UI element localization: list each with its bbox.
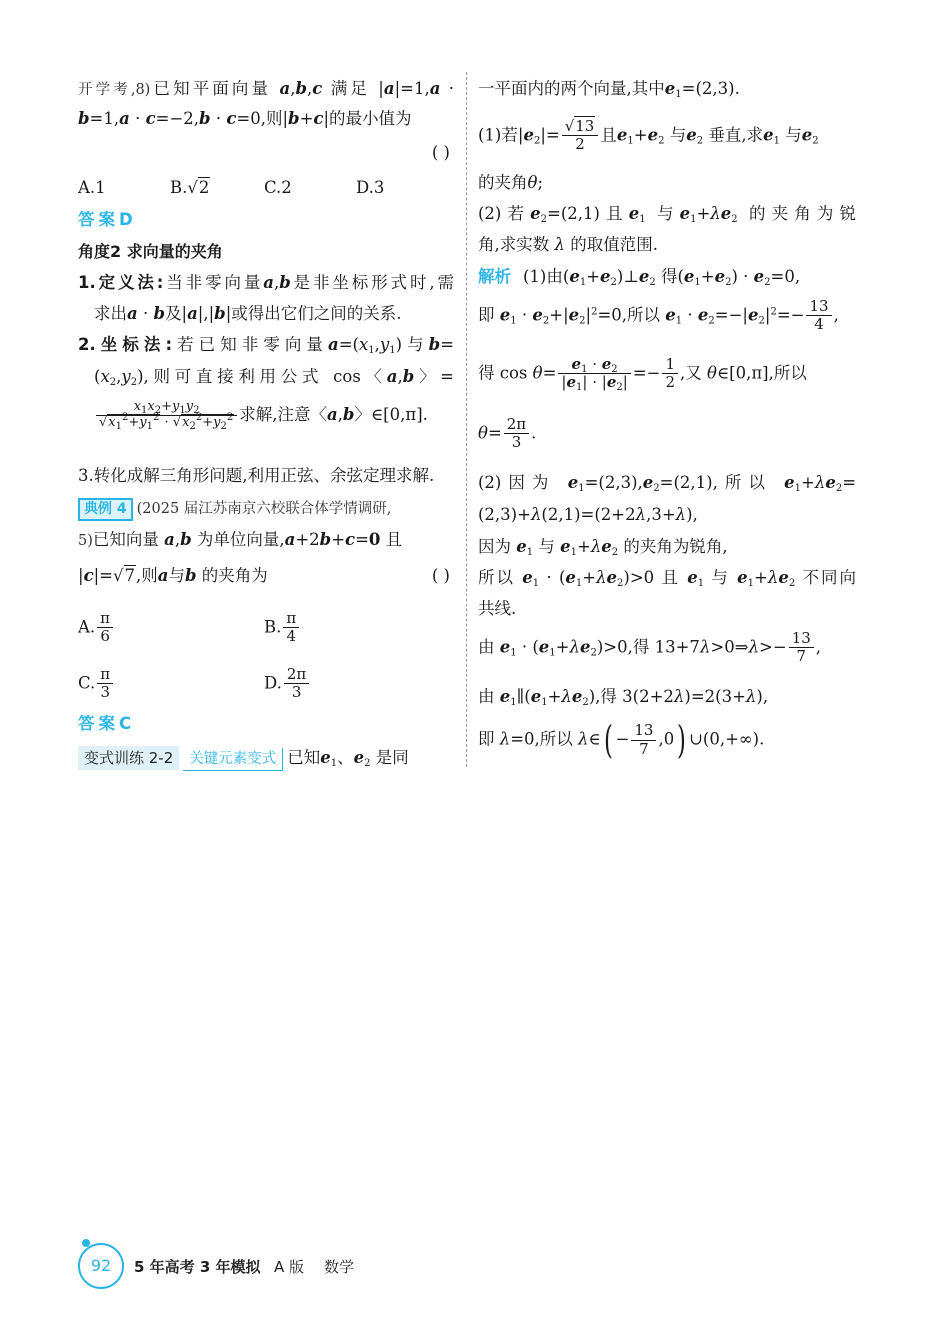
solution-line-9: 共线. <box>478 599 517 618</box>
example-4-options-ab <box>78 600 454 646</box>
page-number: 92 <box>90 1256 112 1275</box>
method-3: 3.转化成解三角形问题,利用正弦、余弦定理求解. <box>78 466 435 485</box>
q3-line-1: 开学考,8)已知平面向量 a,b,c 满足 |a|=1,a · <box>78 79 455 98</box>
cosine-formula-fraction: $\frac{x_1x_2+y_1y_2}{√x_1^2+y_1^2 \cdot √x_2^2+y_2^2}$ <box>96 400 237 431</box>
page-number-badge <box>78 1243 124 1289</box>
solution-line-12: 即 λ=0,所以 λ∈( − $\frac{13}{7}$ ,0) ∪(0,+∞). <box>478 718 765 762</box>
page-footer <box>78 1242 478 1292</box>
example-4-options-cd <box>78 656 454 702</box>
method-2-line-1: 2.坐标法:若已知非零向量$a=(x_1,y_1)$与b= <box>78 335 455 356</box>
q3-option-c: C.2 <box>264 178 292 197</box>
ex4-option-d: D. $\frac{2\pi}{3}$ <box>264 666 311 702</box>
solution-line-4: θ= $\frac{2\pi}{3}$ . <box>478 415 537 452</box>
example-4-line-3: |c|=√7,则a与b 的夹角为 ( ) <box>78 566 450 585</box>
method-1-line-1: 1.定义法:当非零向量a,b是非坐标形式时,需 <box>78 273 454 292</box>
part-2-line-1: (2)若$e_2=(2,1)$且$e_1$ 与$e_1+\lambda e_2$ 的夹角为锐 <box>478 204 856 225</box>
q3-answer: 答案D <box>78 210 137 229</box>
book-version: A 版 <box>274 1258 305 1276</box>
example-4-tag: 典例 4 <box>78 498 133 521</box>
ex4-option-b: B. $\frac{\pi}{4}$ <box>264 610 301 646</box>
part-1-line-2: 的夹角θ; <box>478 173 543 192</box>
variant-label: 变式训练 2-2 <box>78 746 179 770</box>
solution-line-8: 所以 $e_1 \cdot (e_1+\lambda e_2)>0$ 且 $e_1$ 与 $e_1+\lambda e_2$ 不同向 <box>478 568 856 589</box>
book-title: 5 年高考 3 年模拟 <box>134 1258 261 1276</box>
page-dot-decoration <box>82 1239 90 1247</box>
variant-key-label: 关键元素变式 <box>183 748 283 771</box>
example-4-line-1: 典例 4 (2025 届江苏南京六校联合体学情调研, <box>78 497 454 521</box>
variant-2-2-line: 变式训练 2-2 关键元素变式 已知$e_1$、$e_2$ 是同 <box>78 746 454 771</box>
method-2-line-2: $(x_2,y_2)$,则可直接利用公式 cos〈a,b〉= <box>94 367 455 388</box>
solution-line-10: 由 $e_1 \cdot (e_1+\lambda e_2)>0$,得 13+7λ>0⇒λ>− $\frac{13}{7}$ , <box>478 629 822 666</box>
column-divider <box>466 72 467 767</box>
ex4-option-c: C. $\frac{\pi}{3}$ <box>78 666 115 702</box>
solution-line-2: 即 $e_1 \cdot e_2+|e_2|^2=0$,所以 $e_1 \cdot e_2=-|e_2|^2=-$ $\frac{13}{4}$ , <box>478 297 839 334</box>
solution-line-5: (2)因为 $e_1=(2,3),e_2=(2,1)$,所以 $e_1+\lambda e_2=$ <box>478 473 857 494</box>
book-subject: 数学 <box>324 1258 355 1276</box>
q3-option-a: A.1 <box>78 178 106 197</box>
part-1-line-1: (1)若$|e_2|=$ $\frac{√13}{2}$ 且$e_1+e_2$ 与$e_2$ 垂直,求$e_1$ 与$e_2$ <box>478 117 819 154</box>
q3-line-2: b=1,a · c=−2,b · c=0,则|b+c|的最小值为 <box>78 109 412 128</box>
angle-2-heading: 角度2 求向量的夹角 <box>78 242 223 261</box>
solution-label: 解析 <box>478 267 511 286</box>
q3-option-b: B.√2 <box>170 178 210 197</box>
example-4-line-2: 5)已知向量 a,b 为单位向量,a+2b+c=0 且 <box>78 530 403 549</box>
solution-line-6: (2,3)+λ(2,1)=(2+2λ,3+λ), <box>478 505 698 524</box>
ex4-option-a: A. $\frac{\pi}{6}$ <box>78 610 115 646</box>
method-1-line-2: 求出a · b及|a|,|b|或得出它们之间的关系. <box>94 304 402 323</box>
solution-line-7: 因为 $e_1$ 与 $e_1+\lambda e_2$ 的夹角为锐角, <box>478 537 728 558</box>
ex4-answer: 答案C <box>78 714 136 733</box>
solution-line-11: 由 $e_1\parallel(e_1+\lambda e_2)$,得 3(2+2λ)=2(3+λ), <box>478 687 769 708</box>
solution-line-3: 得 cos θ= $\frac{e_1 \cdot e_2}{|e_1| \cdot |e_2|}$ =− $\frac{1}{2}$ ,又 θ∈[0,π],所以 <box>478 355 807 394</box>
variant-line-1: 一平面内的两个向量,其中$e_1=(2,3)$. <box>478 79 740 100</box>
q3-option-d: D.3 <box>356 178 385 197</box>
part-2-line-2: 角,求实数 λ 的取值范围. <box>478 235 658 254</box>
method-2-formula: $\frac{x_1x_2+y_1y_2}{√x_1^2+y_1^2 \cdot √x_2^2+y_2^2}$ 求解,注意〈a,b〉∈[0,π]. <box>78 400 454 456</box>
solution-line-1: 解析 (1)由$(e_1+e_2)\perp e_2$ 得$(e_1+e_2) \cdot e_2=0$, <box>478 267 801 288</box>
